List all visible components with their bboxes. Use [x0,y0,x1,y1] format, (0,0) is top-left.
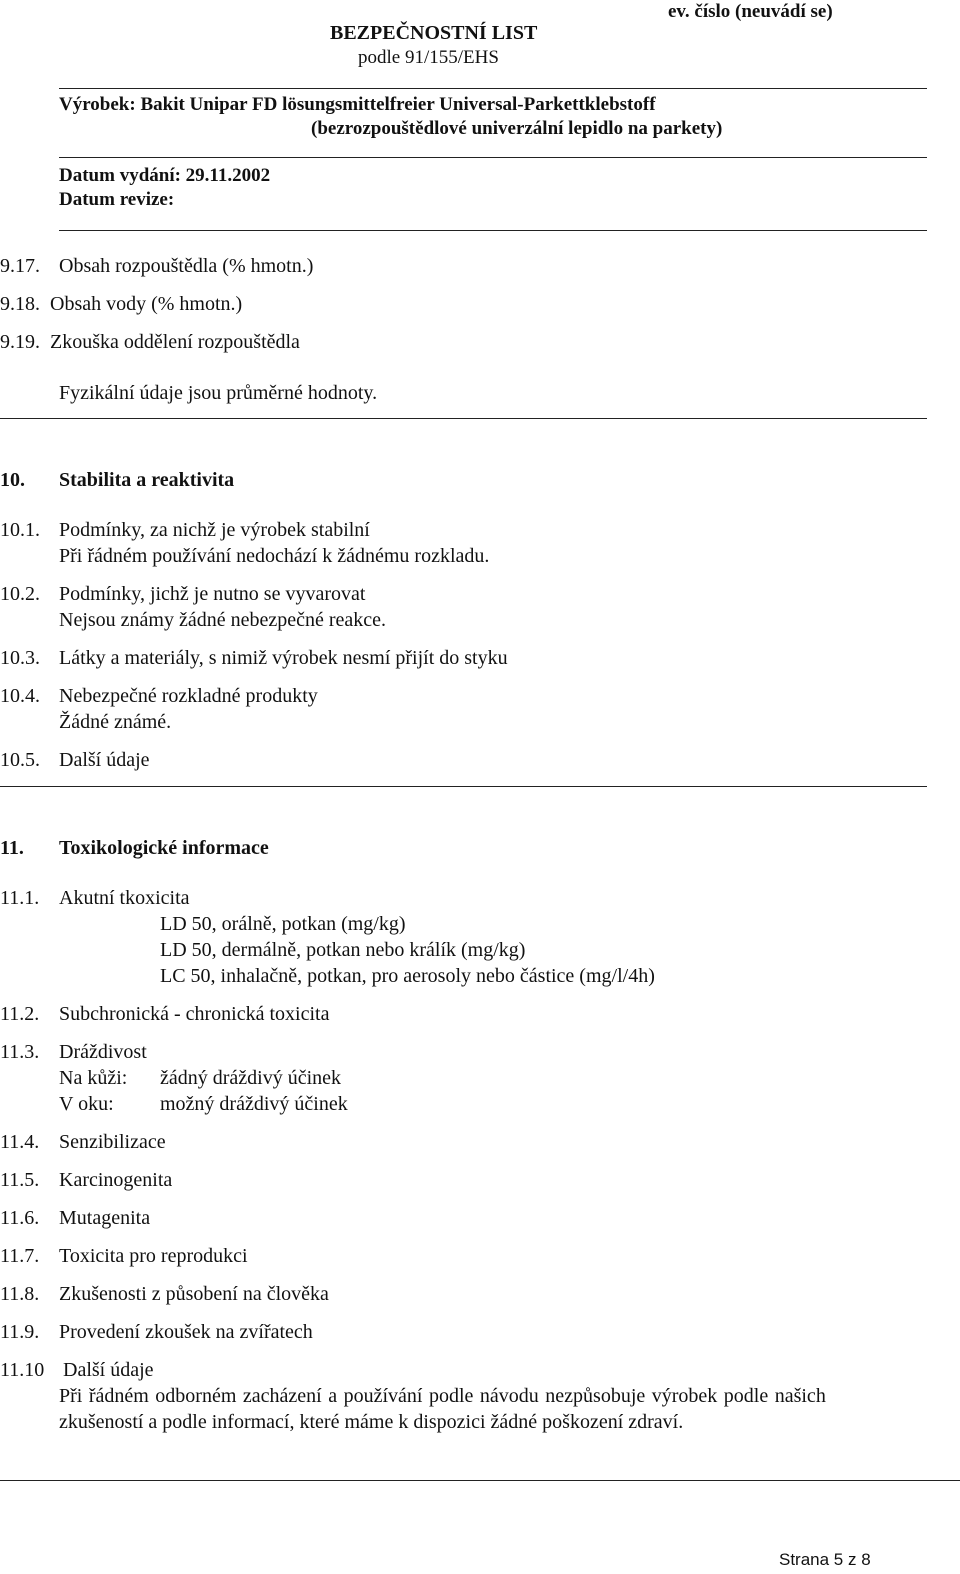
acute-line-lc50-inhal: LC 50, inhalačně, potkan, pro aerosoly nebo částice (mg/l/4h) [160,965,655,987]
further-info-line-2: zkušeností a podle informací, které máme k dispozici žádné poškození zdraví. [59,1411,684,1433]
item-10-4-text: Nebezpečné rozkladné produkty [59,685,318,707]
item-10-1-text: Podmínky, za nichž je výrobek stabilní [59,519,370,541]
footer-rule [0,1480,960,1481]
item-9-17-number: 9.17. [0,255,40,277]
item-11-4-number: 11.4. [0,1131,40,1153]
item-9-18-text: Obsah vody (% hmotn.) [50,293,243,315]
item-9-19-text: Zkouška oddělení rozpouštědla [50,331,300,353]
item-11-5-text: Karcinogenita [59,1169,173,1191]
item-11-9-number: 11.9. [0,1321,40,1343]
header-rule-2 [59,157,927,158]
section9-note: Fyzikální údaje jsou průměrné hodnoty. [59,382,378,404]
skin-value: žádný dráždivý účinek [160,1067,342,1089]
eye-label: V oku: [59,1093,114,1115]
page-number: Strana 5 z 8 [779,1550,871,1569]
item-10-3-text: Látky a materiály, s nimiž výrobek nesmí přijít do styku [59,647,508,669]
item-10-2-number: 10.2. [0,583,40,605]
eye-value: možný dráždivý účinek [160,1093,348,1115]
item-10-3-number: 10.3. [0,647,40,669]
item-11-1-number: 11.1. [0,887,40,909]
item-10-1-number: 10.1. [0,519,40,541]
item-10-1-detail: Při řádném používání nedochází k žádnému rozkladu. [59,545,490,567]
item-10-5-text: Další údaje [59,749,150,771]
revision-date: Datum revize: [59,189,175,210]
header-rule-1 [59,88,927,89]
item-11-1-text: Akutní tkoxicita [59,887,190,909]
item-11-8-number: 11.8. [0,1283,40,1305]
item-11-6-text: Mutagenita [59,1207,151,1229]
item-10-4-number: 10.4. [0,685,40,707]
section-rule-10 [0,786,927,787]
product-line-1: Výrobek: Bakit Unipar FD lösungsmittelfreier Universal-Parkettklebstoff [59,94,656,115]
item-11-6-number: 11.6. [0,1207,40,1229]
item-9-19-number: 9.19. [0,331,40,353]
header-rule-3 [59,230,927,231]
item-11-3-number: 11.3. [0,1041,40,1063]
item-11-9-text: Provedení zkoušek na zvířatech [59,1321,313,1343]
item-11-3-text: Dráždivost [59,1041,147,1063]
item-9-18-number: 9.18. [0,293,40,315]
section10-number: 10. [0,469,25,491]
item-9-17-text: Obsah rozpouštědla (% hmotn.) [59,255,314,277]
further-info-line-1: Při řádném odborném zacházení a používání podle návodu nezpůsobuje výrobek podle našich [59,1385,826,1407]
item-11-2-number: 11.2. [0,1003,40,1025]
item-11-4-text: Senzibilizace [59,1131,166,1153]
item-10-5-number: 10.5. [0,749,40,771]
ev-number: ev. číslo (neuvádí se) [668,1,833,22]
item-11-10-number: 11.10 [0,1359,45,1381]
document-title: BEZPEČNOSTNÍ LIST [330,22,538,44]
section11-number: 11. [0,837,24,859]
issue-date: Datum vydání: 29.11.2002 [59,165,271,186]
item-11-8-text: Zkušenosti z působení na člověka [59,1283,329,1305]
section-rule-9 [0,418,927,419]
item-11-7-text: Toxicita pro reprodukci [59,1245,248,1267]
item-11-10-text: Další údaje [63,1359,154,1381]
item-10-2-detail: Nejsou známy žádné nebezpečné reakce. [59,609,387,631]
item-10-4-detail: Žádné známé. [59,711,172,733]
acute-line-ld50-oral: LD 50, orálně, potkan (mg/kg) [160,913,406,935]
section11-heading: Toxikologické informace [59,837,269,859]
item-11-5-number: 11.5. [0,1169,40,1191]
item-11-7-number: 11.7. [0,1245,40,1267]
skin-label: Na kůži: [59,1067,128,1089]
document-subtitle: podle 91/155/EHS [358,47,499,68]
product-line-2: (bezrozpouštědlové univerzální lepidlo na parkety) [311,118,723,139]
acute-line-ld50-dermal: LD 50, dermálně, potkan nebo králík (mg/kg) [160,939,526,961]
item-10-2-text: Podmínky, jichž je nutno se vyvarovat [59,583,366,605]
item-11-2-text: Subchronická - chronická toxicita [59,1003,330,1025]
section10-heading: Stabilita a reaktivita [59,469,235,491]
